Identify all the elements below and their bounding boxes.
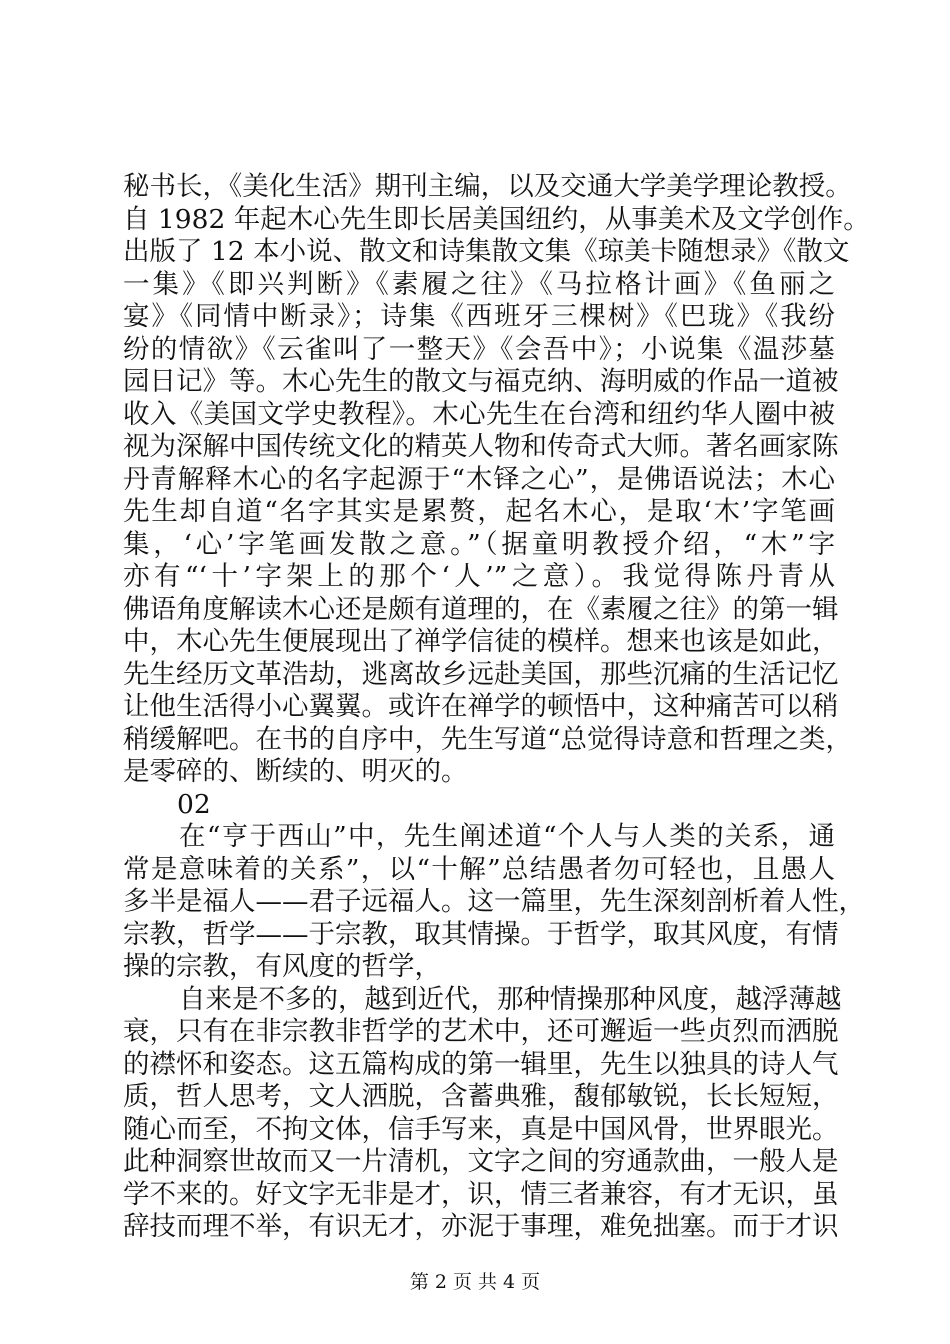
text-line: 随心而至，不拘文体，信手写来，真是中国风骨，世界眼光。 xyxy=(123,1113,839,1145)
text-line: 纷的情欲》《云雀叫了一整天》《会吾中》；小说集《温莎墓 xyxy=(123,333,835,365)
text-line: 的襟怀和姿态。这五篇构成的第一辑里，先生以独具的诗人气 xyxy=(123,1048,839,1080)
text-line: 自来是不多的，越到近代，那种情操那种风度，越浮薄越 xyxy=(179,983,842,1015)
page-footer xyxy=(0,1270,950,1294)
text-line: 园日记》等。木心先生的散文与福克纳、海明威的作品一道被 xyxy=(123,366,839,397)
page-number-label: 第 2 页 共 4 页 xyxy=(409,1271,541,1293)
text-line: 佛语角度解读木心还是颇有道理的，在《素履之往》的第一辑 xyxy=(123,593,839,625)
text-line: 在“亨于西山”中，先生阐述道“个人与人类的关系，通 xyxy=(179,821,835,852)
text-line: 先生却自道“名字其实是累赘，起名木心，是取‘木’字笔画 xyxy=(123,496,835,527)
text-line: 此种洞察世故而又一片清机，文字之间的穷通款曲，一般人是 xyxy=(123,1146,839,1177)
text-line: 学不来的。好文字无非是才，识，情三者兼容，有才无识，虽 xyxy=(123,1178,839,1210)
text-line: 辞技而理不举，有识无才，亦泥于事理，难免拙塞。而于才识 xyxy=(123,1211,839,1242)
section-number: 02 xyxy=(177,788,211,820)
text-line: 中，木心先生便展现出了禅学信徒的模样。想来也该是如此， xyxy=(123,626,839,657)
text-line: 出版了 12 本小说、散文和诗集散文集《琼美卡随想录》《散文 xyxy=(123,236,850,267)
text-line: 集，‘心’字笔画发散之意。”（据童明教授介绍，“木”字 xyxy=(123,528,835,560)
text-line: 收入《美国文学史教程》。木心先生在台湾和纽约华人圈中被 xyxy=(123,398,835,430)
text-line: 是零碎的、断续的、明灭的。 xyxy=(123,756,468,787)
text-line: 自 1982 年起木心先生即长居美国纽约，从事美术及文学创作。 xyxy=(123,203,870,235)
text-line: 多半是福人——君子远福人。这一篇里，先生深刻剖析着人性， xyxy=(123,886,865,917)
text-line: 衰，只有在非宗教非哲学的艺术中，还可邂逅一些贞烈而洒脱 xyxy=(123,1016,839,1047)
text-line: 稍缓解吧。在书的自序中，先生写道“总觉得诗意和哲理之类， xyxy=(123,723,853,755)
text-line: 宴》《同情中断录》；诗集《西班牙三棵树》《巴珑》《我纷 xyxy=(123,301,835,332)
text-line: 一集》《即兴判断》《素履之往》《马拉格计画》《鱼丽之 xyxy=(123,268,835,300)
text-line: 丹青解释木心的名字起源于“木铎之心”，是佛语说法；木心 xyxy=(123,463,835,495)
text-line: 秘书长，《美化生活》期刊主编，以及交通大学美学理论教授。 xyxy=(123,171,852,202)
body-text xyxy=(123,171,870,1244)
text-line: 亦有“‘十’字架上的那个‘人’”之意）。我觉得陈丹青从 xyxy=(123,561,835,592)
text-line: 视为深解中国传统文化的精英人物和传奇式大师。著名画家陈 xyxy=(123,431,839,462)
text-line: 让他生活得小心翼翼。或许在禅学的顿悟中，这种痛苦可以稍 xyxy=(123,691,839,722)
text-line: 宗教，哲学——于宗教，取其情操。于哲学，取其风度，有情 xyxy=(123,918,839,950)
text-line: 操的宗教，有风度的哲学， xyxy=(123,951,441,982)
text-line: 常是意味着的关系”，以“十解”总结愚者勿可轻也，且愚人 xyxy=(123,853,835,885)
text-line: 先生经历文革浩劫，逃离故乡远赴美国，那些沉痛的生活记忆 xyxy=(123,658,839,690)
text-line: 质，哲人思考，文人洒脱，含蓄典雅，馥郁敏锐，长长短短， xyxy=(123,1081,839,1112)
